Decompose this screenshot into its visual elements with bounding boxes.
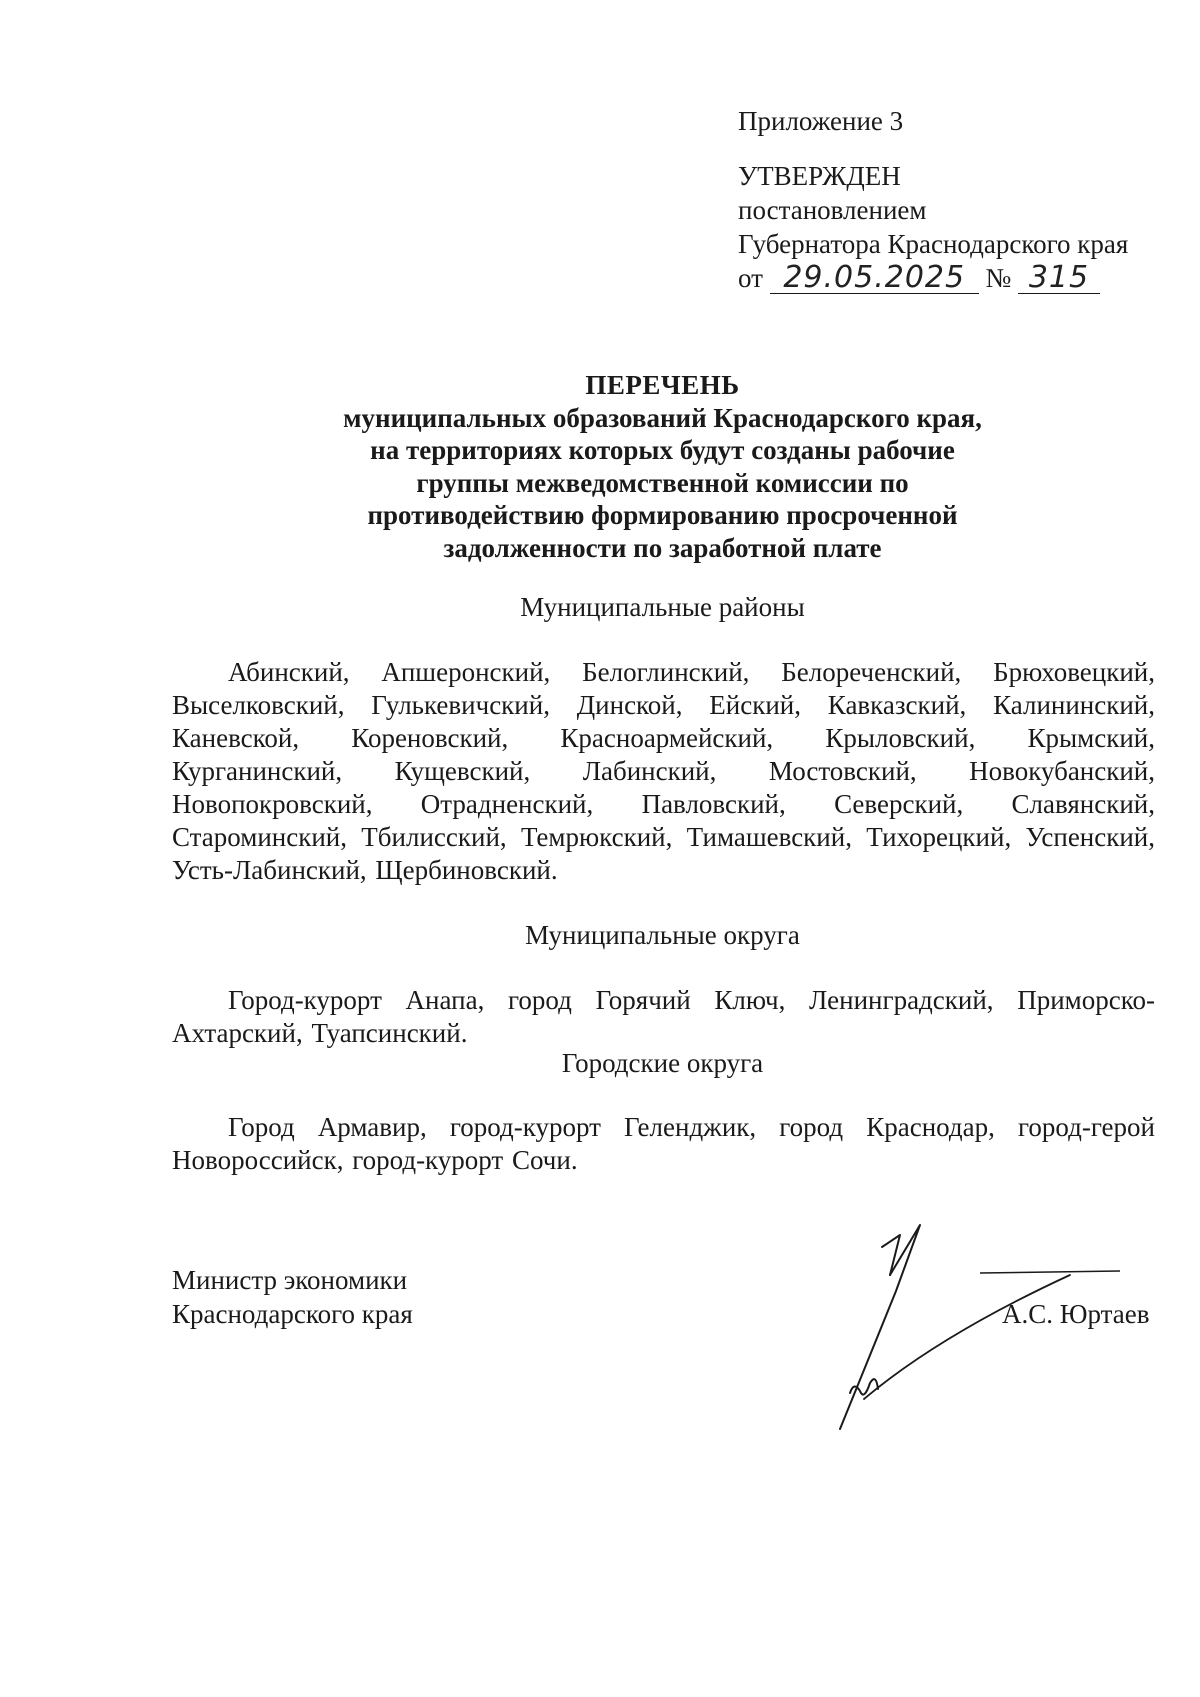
- title-line-3: группы межведомственной комиссии по: [416, 467, 909, 498]
- signer-position-line-1: Министр экономики: [172, 1265, 408, 1295]
- decree-date-line: [738, 261, 1158, 295]
- approved-by-line-2: Губернатора Краснодарского края: [738, 229, 1129, 259]
- date-prefix: от: [738, 263, 763, 293]
- approved-by-line-1: постановлением: [738, 195, 927, 225]
- section-heading-districts: Муниципальные районы: [520, 592, 805, 622]
- document-title: [170, 369, 1155, 564]
- approval-stamp: [738, 104, 1158, 295]
- appendix-label: Приложение 3: [738, 106, 904, 136]
- section-heading-city-okrugs: Городские округа: [561, 1048, 764, 1078]
- title-line-5: задолженности по заработной плате: [443, 532, 882, 563]
- signer-position: [172, 1263, 413, 1331]
- title-line-1: муниципальных образований Краснодарского края,: [343, 402, 982, 433]
- title-line-2: на территориях которых будут созданы рабочие: [370, 435, 955, 465]
- section-text-city-okrugs: Город Армавир, город-курорт Геленджик, город Краснодар, город-герой Новороссийск, город-курорт Сочи.: [172, 1112, 1155, 1175]
- section-text-municipal-okrugs: Город-курорт Анапа, город Горячий Ключ, Ленинградский, Приморско-Ахтарский, Туапсинский.: [172, 985, 1155, 1048]
- title-heading: ПЕРЕЧЕНЬ: [585, 370, 740, 400]
- section-text-districts: Абинский, Апшеронский, Белоглинский, Белореченский, Брюховецкий, Выселковский, Гулькевичский, Динской, Ейский, Кавказский, Калининский, Каневской, Кореновский, Красноармейский, Крыловский, Крымский, Курганинский, Кущевский, Лабинский, Мостовский, Новокубанский, Новопокровский, Отрадненский, Павловский, Северский, Славянский, Староминский, Тбилисский, Темрюкский, Тимашевский, Тихорецкий, Успенский, Усть-Лабинский, Щербиновский.: [172, 657, 1155, 885]
- approved-label: УТВЕРЖДЕН: [738, 161, 901, 191]
- number-prefix: №: [985, 263, 1012, 293]
- title-line-4: противодействию формированию просроченной: [367, 500, 958, 530]
- decree-number: 315: [1018, 263, 1100, 294]
- decree-date: 29.05.2025: [770, 263, 979, 294]
- signer-position-line-2: Краснодарского края: [172, 1299, 413, 1329]
- signer-name: А.С. Юртаев: [1002, 1299, 1150, 1329]
- section-heading-municipal-okrugs: Муниципальные округа: [525, 920, 800, 950]
